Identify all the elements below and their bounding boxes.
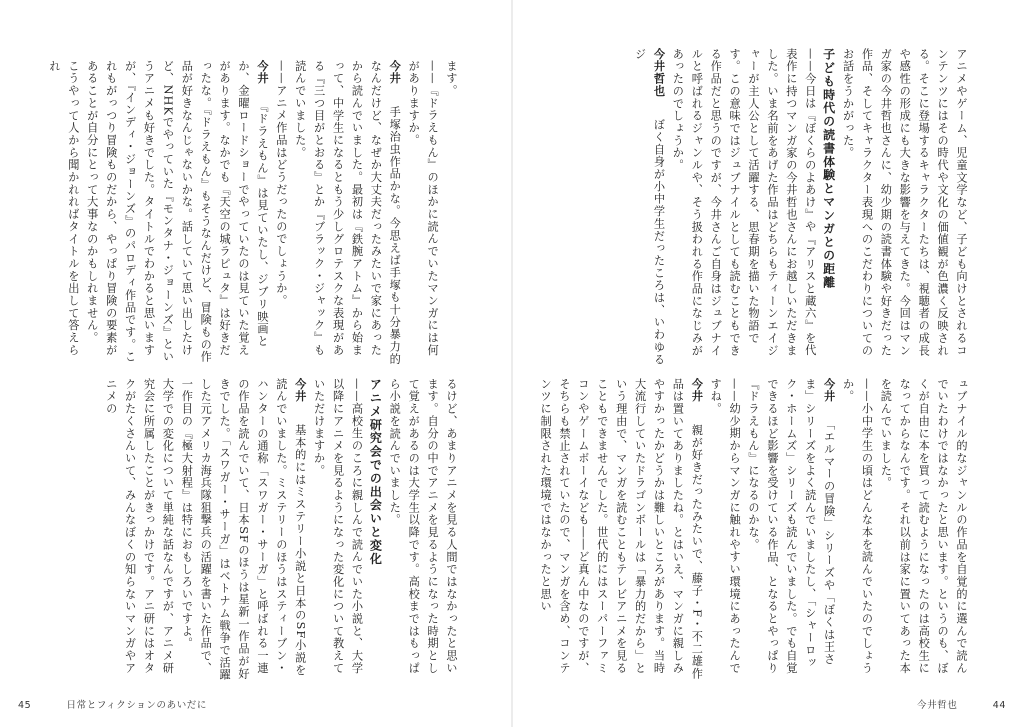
- page-number: 44: [992, 700, 1006, 711]
- right-bottom-text-block: [539, 378, 970, 684]
- paragraph: るけど、あまりアニメを見る人間ではなかったと思います。自分の中でアニメを見るようになった時期として覚えがあるのは大学生以降です。高校まではもっぱら小説を読んでいました。: [388, 378, 458, 675]
- left-top-text-block: [47, 60, 460, 366]
- paragraph: 大学での変化について単純な話なんですが、アニメ研究会に所属したことがきっかけです。アニ研にはオタクがたくさんいて、みんなぼくの知らないマンガやアニメの: [104, 378, 175, 675]
- speaker-label: 今井: [388, 60, 402, 85]
- right-top-text-block: [572, 48, 970, 366]
- running-title: 日常とフィクションのあいだに: [66, 700, 207, 711]
- running-author: 今井哲也: [917, 700, 958, 711]
- paragraph: ——アニメ作品はどうだったのでしょうか。: [274, 60, 288, 307]
- paragraph: 今井 「エルマーの冒険」シリーズや「ぼくは王さま」シリーズをよく読んでいましたし、「シャーロック・ホームズ」シリーズも読んでいました。でも自覚できるほど影響を受けている作品、となるとやっぱり『ドラえもん』になるのかな。: [747, 378, 836, 675]
- paragraph: こうやって人から聞かれればタイトルを出して答えられ: [47, 60, 80, 357]
- paragraph: ——高校生のころに親しんで読んでいた小説と、大学以降にアニメを見るようになった変化について教えていただけますか。: [312, 378, 364, 675]
- speaker-label: 今井: [822, 378, 836, 403]
- page-number: 45: [18, 700, 32, 711]
- speaker-label: 今井: [690, 378, 704, 403]
- right-footer: [917, 697, 1006, 711]
- paragraph: 今井 基本的にはミステリー小説と日本のSF小説を読んでいました。ミステリーのほうはスティーブン・ハンターの通称「スワガー・サーガ」と呼ばれる一連の作品を読んでいて、日本SFのほうは星新一作品が好きでした。「スワガー・サーガ」はベトナム戦争で活躍した元アメリカ海兵隊狙撃兵の活躍を書いた作品で、一作目の『極大射程』は特におもしろいですよ。: [180, 378, 307, 682]
- speaker-label: 今井: [293, 378, 307, 403]
- paragraph: 今井 親が好きだったみたいで、藤子・F・不二雄作品は置いてありましたね。とはいえ、マンガに親しみやすかったかどうかは難しいところがあります。当時大流行していたドラゴンボールは「暴力的だから」という理由で、マンガを読むこともテレビアニメを見ることもできませんでした。世代的にはスーパーファミコンやゲームボーイなども――ど真ん中なのですが、そちらも禁止されていたので、マンガを含め、コンテンツに制限された環境ではなかったと思い: [539, 378, 704, 680]
- right-page: [512, 0, 1024, 727]
- paragraph: ます。: [445, 60, 458, 98]
- paragraph: 今井 『ドラえもん』は見ていたし、ジブリ映画とか、金曜ロードショーでやっていたのは見ていた覚えがあります。なかでも『天空の城ラピュタ』は好きだったな。『ドラえもん』もそうなんだけど、冒険もの作品が好きなんじゃないかな。話していて思い出したけど、NHKでやっていた『モンタナ・ジョーンズ』というアニメも好きでした。タイトルでわかると思いますが、『インディ・ジョーンズ』のパロディ作品です。これもがっつり冒険ものだから、やっぱり冒険の要素があることが自分にとって大事なのかもしれません。: [85, 60, 269, 364]
- intro-paragraph: アニメやゲーム、児童文学など、子ども向けとされるコンテンツにはその時代や文化の価値観が色濃く反映される。そこに登場するキャラクターたちは、視聴者の成長や感性の形成にも大きな影響を与えてきた。今回はマンガ家の今井哲也さんに、幼少期の読書体験や好きだった作品、そしてキャラクター表現へのこだわりについてのお話をうかがった。: [841, 48, 968, 357]
- paragraph: ——今日は『ぼくらのよあけ』や『アリスと蔵六』を代表作に持つマンガ家の今井哲也さんにお越しいただきました。いま名前をあげた作品はどちらもティーンエイジャーが主人公として活躍する、思春期を描いた物語です。この意味ではジュブナイルとしても読むこともできる作品だと思うのですが、今井さんご自身はジュブナイルと呼ばれるジャンルや、そう扱われる作品になじみがあったのでしょうか。: [671, 48, 817, 357]
- paragraph: ——幼少期からマンガに触れやすい環境にあったんですね。: [709, 378, 742, 675]
- paragraph: 今井哲也 ぼく自身が小中学生だったころは、いわゆるジ: [633, 48, 666, 366]
- paragraph: ——『ドラえもん』のほかに読んでいたマンガには何がありますか。: [407, 60, 440, 357]
- speaker-label: 今井哲也: [652, 48, 666, 98]
- section-heading: 子ども時代の読書体験とマンガとの距離: [821, 48, 836, 290]
- paragraph: 今井 手塚治虫作品かな。今思えば手塚も十分暴力的なんだけど、なぜか大丈夫だったみたいで家にあったから読んでいました。最初は『鉄腕アトム』から始まって、中学生になるともう少しグロテスクな表現がある『三つ目がとおる』とか『ブラック・ジャック』も読んでいました。: [293, 60, 402, 366]
- section-heading: アニメ研究会での出会いと変化: [368, 378, 383, 566]
- paragraph: ——小中学生の頃はどんな本を読んでいたのでしょうか。: [841, 378, 874, 675]
- speaker-label: 今井: [255, 60, 269, 85]
- left-bottom-text-block: [62, 378, 460, 684]
- left-footer: [18, 697, 207, 711]
- paragraph: ュブナイル的なジャンルの作品を自覚的に選んで読んでいたわけではなかったと思います。というのも、ぼくが自由に本を買って読むようになったのは高校生になってからなんです。それ以前は家に置いてあった本を読んでいました。: [879, 378, 968, 675]
